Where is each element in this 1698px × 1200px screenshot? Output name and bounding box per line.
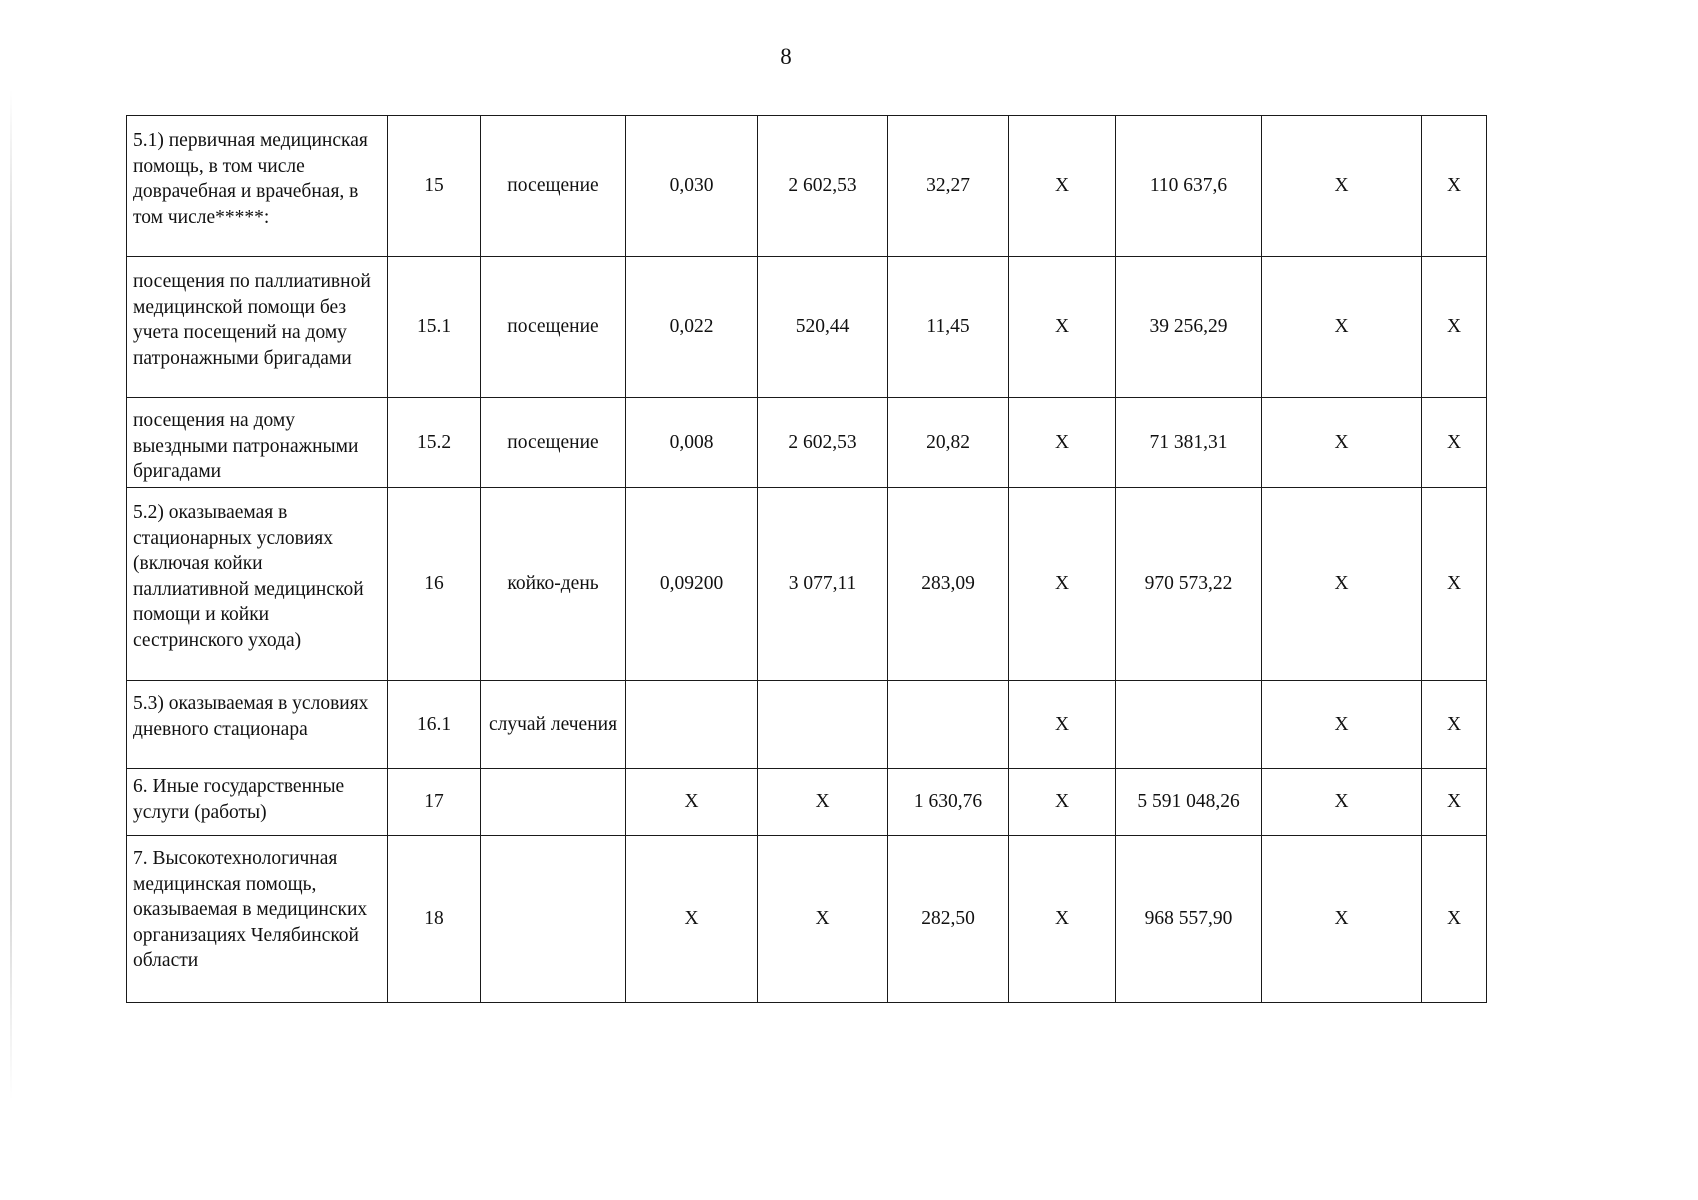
per-capita-cell: 11,45: [888, 257, 1009, 398]
scan-edge-shadow: [10, 90, 12, 1100]
row-name-cell: посещения по паллиативной медицинской помощи без учета посещений на дому патронажными бригадами: [127, 257, 388, 398]
column-7-cell: X: [1009, 488, 1116, 681]
column-7-cell: X: [1009, 116, 1116, 257]
line-number-cell: 16.1: [388, 681, 481, 769]
line-number-cell: 15.2: [388, 398, 481, 488]
total-cell: 5 591 048,26: [1116, 769, 1262, 836]
row-name-cell: 6. Иные государственные услуги (работы): [127, 769, 388, 836]
table-row: [127, 398, 1487, 488]
total-cell: [1116, 681, 1262, 769]
volume-cell: 0,09200: [626, 488, 758, 681]
unit-cost-cell: 520,44: [758, 257, 888, 398]
column-9-cell: X: [1262, 836, 1422, 1003]
unit-cell: посещение: [481, 398, 626, 488]
volume-cell: X: [626, 836, 758, 1003]
column-9-cell: X: [1262, 681, 1422, 769]
column-10-cell: X: [1422, 116, 1487, 257]
row-name-cell: 5.1) первичная медицинская помощь, в том числе доврачебная и врачебная, в том числе*****:: [127, 116, 388, 257]
volume-cell: 0,008: [626, 398, 758, 488]
unit-cell: [481, 836, 626, 1003]
column-10-cell: X: [1422, 257, 1487, 398]
column-9-cell: X: [1262, 257, 1422, 398]
line-number-cell: 17: [388, 769, 481, 836]
table-row: [127, 116, 1487, 257]
column-10-cell: X: [1422, 398, 1487, 488]
unit-cost-cell: X: [758, 769, 888, 836]
row-name-cell: посещения на дому выездными патронажными бригадами: [127, 398, 388, 488]
unit-cell: случай лечения: [481, 681, 626, 769]
table-row: [127, 836, 1487, 1003]
column-7-cell: X: [1009, 769, 1116, 836]
unit-cell: посещение: [481, 116, 626, 257]
unit-cost-cell: 2 602,53: [758, 116, 888, 257]
unit-cost-cell: 3 077,11: [758, 488, 888, 681]
column-9-cell: X: [1262, 116, 1422, 257]
row-name-cell: 5.3) оказываемая в условиях дневного стационара: [127, 681, 388, 769]
unit-cell: [481, 769, 626, 836]
column-7-cell: X: [1009, 398, 1116, 488]
unit-cost-cell: [758, 681, 888, 769]
per-capita-cell: 283,09: [888, 488, 1009, 681]
row-name-cell: 7. Высокотехнологичная медицинская помощь, оказываемая в медицинских организациях Челябинской области: [127, 836, 388, 1003]
unit-cell: посещение: [481, 257, 626, 398]
per-capita-cell: 1 630,76: [888, 769, 1009, 836]
line-number-cell: 18: [388, 836, 481, 1003]
total-cell: 110 637,6: [1116, 116, 1262, 257]
column-9-cell: X: [1262, 488, 1422, 681]
column-9-cell: X: [1262, 769, 1422, 836]
per-capita-cell: 32,27: [888, 116, 1009, 257]
line-number-cell: 15.1: [388, 257, 481, 398]
column-9-cell: X: [1262, 398, 1422, 488]
volume-cell: X: [626, 769, 758, 836]
volume-cell: [626, 681, 758, 769]
table-row: [127, 488, 1487, 681]
column-7-cell: X: [1009, 681, 1116, 769]
column-10-cell: X: [1422, 681, 1487, 769]
unit-cost-cell: X: [758, 836, 888, 1003]
volume-cell: 0,022: [626, 257, 758, 398]
unit-cell: койко-день: [481, 488, 626, 681]
column-10-cell: X: [1422, 488, 1487, 681]
total-cell: 970 573,22: [1116, 488, 1262, 681]
column-7-cell: X: [1009, 836, 1116, 1003]
page-number: 8: [780, 44, 792, 69]
total-cell: 39 256,29: [1116, 257, 1262, 398]
column-7-cell: X: [1009, 257, 1116, 398]
table-row: [127, 681, 1487, 769]
line-number-cell: 15: [388, 116, 481, 257]
line-number-cell: 16: [388, 488, 481, 681]
per-capita-cell: [888, 681, 1009, 769]
column-10-cell: X: [1422, 769, 1487, 836]
per-capita-cell: 20,82: [888, 398, 1009, 488]
table-row: [127, 257, 1487, 398]
total-cell: 71 381,31: [1116, 398, 1262, 488]
column-10-cell: X: [1422, 836, 1487, 1003]
financing-table: [126, 115, 1487, 1003]
volume-cell: 0,030: [626, 116, 758, 257]
row-name-cell: 5.2) оказываемая в стационарных условиях (включая койки паллиативной медицинской помощи и койки сестринского ухода): [127, 488, 388, 681]
per-capita-cell: 282,50: [888, 836, 1009, 1003]
total-cell: 968 557,90: [1116, 836, 1262, 1003]
table-row: [127, 769, 1487, 836]
unit-cost-cell: 2 602,53: [758, 398, 888, 488]
